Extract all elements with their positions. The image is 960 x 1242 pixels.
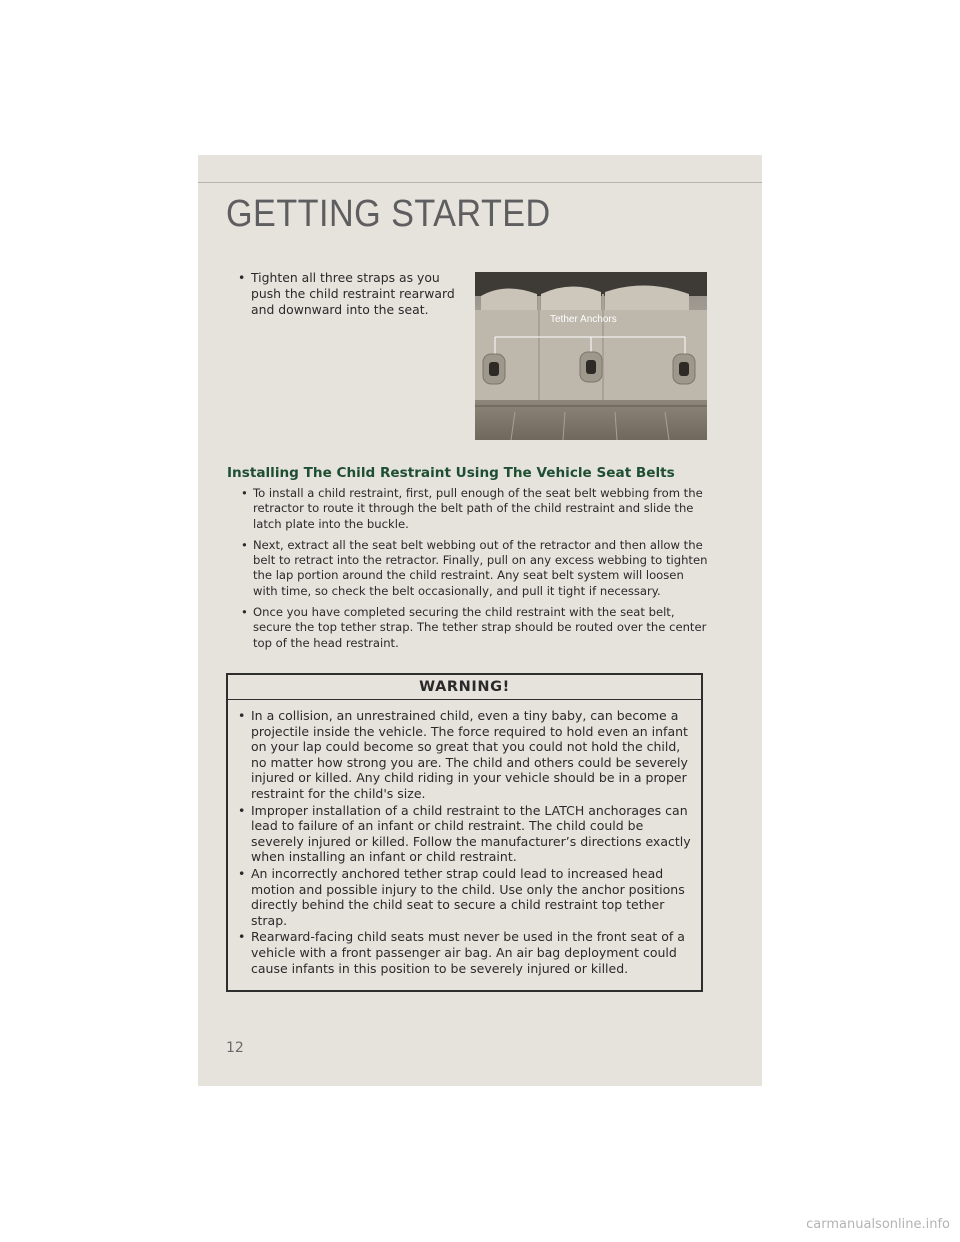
page-number: 12 <box>226 1040 244 1056</box>
warning-bullet: • In a collision, an unrestrained child, even a tiny baby, can become a projectile inside the vehicle. The force required to hold even an infant on your lap could become so great that you could not hold the child, no matter how strong you are. The child and others could be severely injured or killed. Any child riding in your vehicle should be in a proper restraint for the child's size. <box>238 708 691 802</box>
seat-belt-bullet: • Next, extract all the seat belt webbing out of the retractor and then allow the belt to retract into the retractor. Finally, pull on any excess webbing to tighten the lap portion around the child restraint. Any seat belt system will loosen with time, so check the belt occasionally, and pull it tight if necessary. <box>241 538 711 599</box>
seat-belt-bullet-list <box>241 486 711 657</box>
tether-anchor-left <box>483 354 505 384</box>
watermark: carmanualsonline.info <box>806 1217 950 1232</box>
warning-bullet: • An incorrectly anchored tether strap could lead to increased head motion and possible injury to the child. Use only the anchor positions directly behind the child seat to secure a child restraint top tether strap. <box>238 866 691 928</box>
section-title: GETTING STARTED <box>226 193 551 235</box>
warning-title: WARNING! <box>228 675 701 700</box>
warning-bullet: • Rearward-facing child seats must never be used in the front seat of a vehicle with a front passenger air bag. An air bag deployment could cause infants in this position to be severely injured or killed. <box>238 929 691 976</box>
warning-bullet: • Improper installation of a child restraint to the LATCH anchorages can lead to failure of an infant or child restraint. The child could be severely injured or killed. Follow the manufacturer’s directions exactly when installing an infant or child restraint. <box>238 803 691 865</box>
warning-bullet-list <box>228 700 701 976</box>
header-rule <box>198 182 762 183</box>
warning-box <box>226 673 703 992</box>
tether-anchors-caption: Tether Anchors <box>550 314 617 325</box>
seat-belt-bullet: • Once you have completed securing the child restraint with the seat belt, secure the top tether strap. The tether strap should be routed over the center top of the head restraint. <box>241 605 711 651</box>
seat-belt-bullet: • To install a child restraint, first, pull enough of the seat belt webbing from the retractor to route it through the belt path of the child restraint and slide the latch plate into the buckle. <box>241 486 711 532</box>
seat-belt-heading: Installing The Child Restraint Using The Vehicle Seat Belts <box>227 465 675 481</box>
intro-bullet-list <box>238 270 460 318</box>
manual-page <box>198 155 762 1086</box>
intro-bullet: • Tighten all three straps as you push the child restraint rearward and downward into the seat. <box>238 270 460 318</box>
tether-anchor-center <box>580 352 602 382</box>
tether-anchor-right <box>673 354 695 384</box>
tether-anchors-photo <box>475 272 707 440</box>
